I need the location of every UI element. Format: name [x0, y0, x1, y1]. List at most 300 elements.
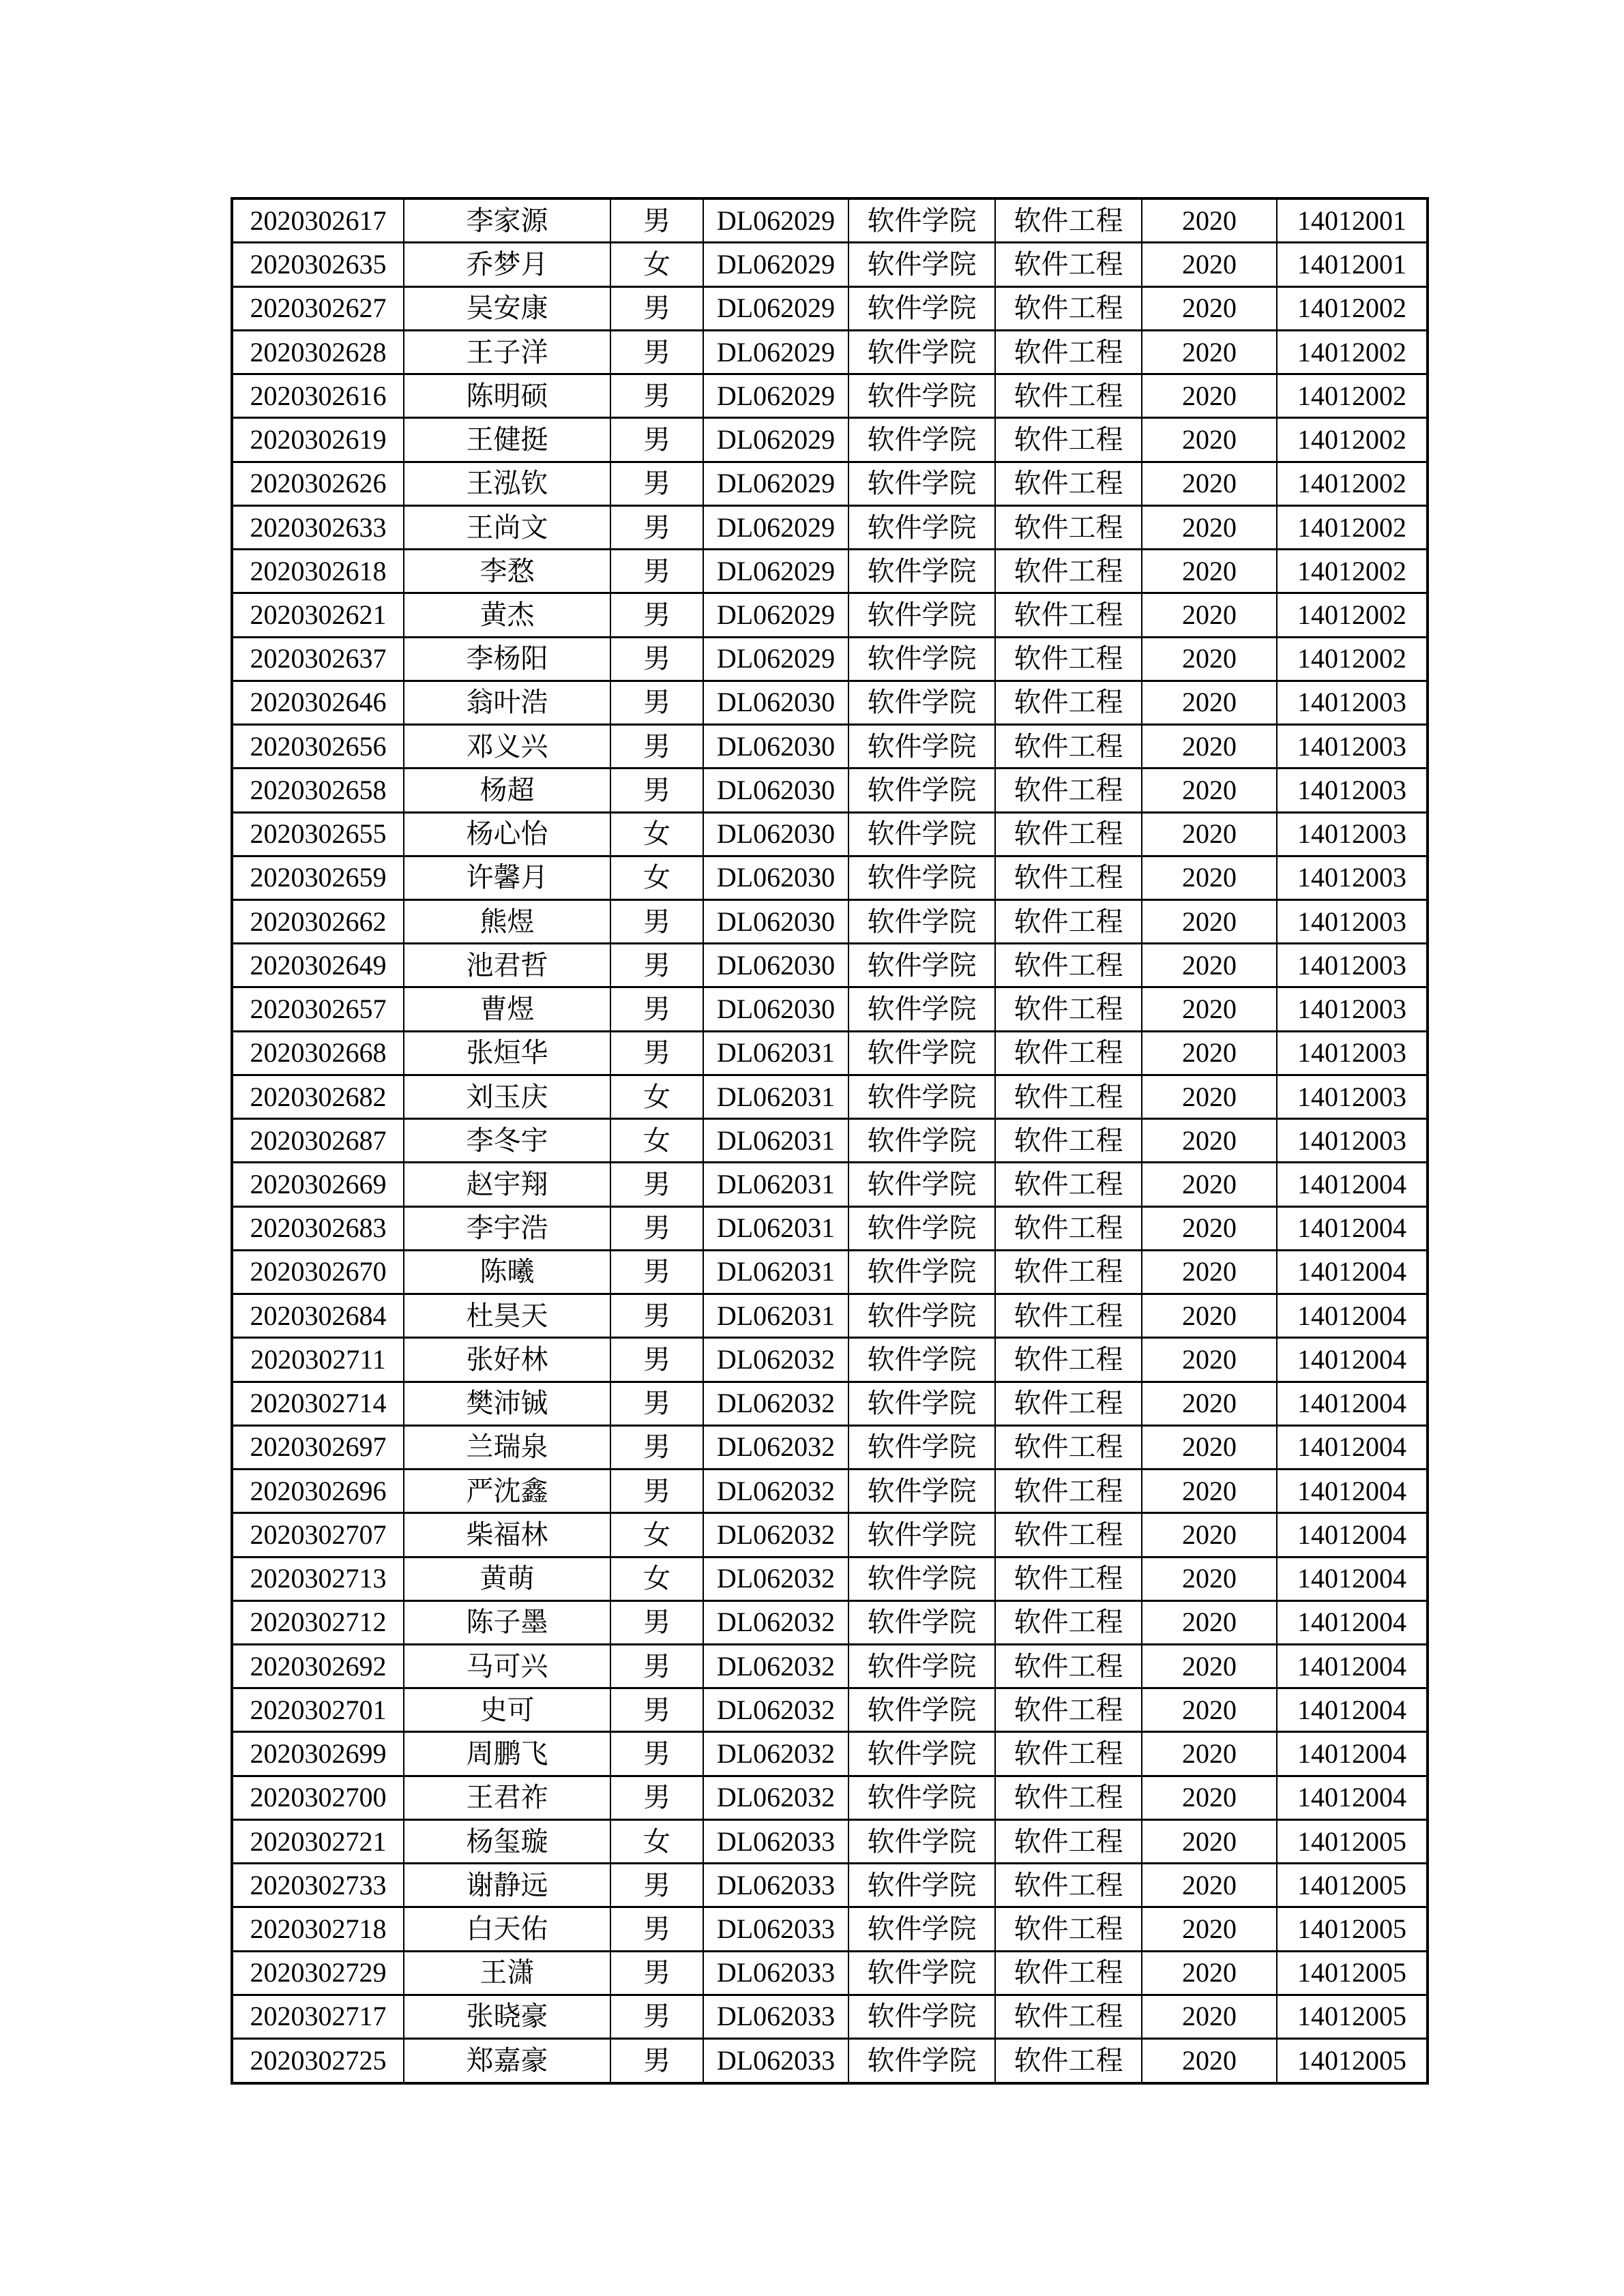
cell-gender: 女 — [610, 1557, 703, 1600]
cell-college: 软件学院 — [848, 681, 995, 724]
cell-class-code: DL062030 — [703, 812, 848, 856]
cell-major: 软件工程 — [995, 1864, 1142, 1907]
table-row — [232, 243, 1428, 286]
cell-major: 软件工程 — [995, 198, 1142, 243]
table-row — [232, 330, 1428, 374]
cell-gender: 男 — [610, 462, 703, 505]
cell-gender: 男 — [610, 987, 703, 1031]
cell-name: 翁叶浩 — [404, 681, 610, 724]
cell-class-code: DL062032 — [703, 1470, 848, 1513]
cell-gender: 男 — [610, 374, 703, 418]
table-row — [232, 1644, 1428, 1688]
cell-name: 黄萌 — [404, 1557, 610, 1600]
cell-college: 软件学院 — [848, 1206, 995, 1250]
table-row — [232, 286, 1428, 330]
cell-student-id: 2020302628 — [232, 330, 404, 374]
cell-year: 2020 — [1142, 1600, 1277, 1644]
cell-college: 软件学院 — [848, 1557, 995, 1600]
cell-class-code: DL062033 — [703, 1995, 848, 2038]
table-row — [232, 1031, 1428, 1075]
table-row — [232, 593, 1428, 637]
cell-room-code: 14012004 — [1277, 1732, 1428, 1776]
cell-college: 软件学院 — [848, 1732, 995, 1776]
cell-room-code: 14012004 — [1277, 1206, 1428, 1250]
cell-year: 2020 — [1142, 1338, 1277, 1382]
table-row — [232, 1951, 1428, 1995]
cell-student-id: 2020302626 — [232, 462, 404, 505]
cell-student-id: 2020302656 — [232, 725, 404, 769]
cell-major: 软件工程 — [995, 1119, 1142, 1163]
cell-student-id: 2020302712 — [232, 1600, 404, 1644]
cell-room-code: 14012004 — [1277, 1425, 1428, 1469]
cell-gender: 女 — [610, 1513, 703, 1557]
cell-student-id: 2020302627 — [232, 286, 404, 330]
cell-name: 乔梦月 — [404, 243, 610, 286]
cell-name: 吴安康 — [404, 286, 610, 330]
cell-class-code: DL062031 — [703, 1294, 848, 1338]
cell-college: 软件学院 — [848, 637, 995, 681]
cell-college: 软件学院 — [848, 1425, 995, 1469]
cell-major: 软件工程 — [995, 1425, 1142, 1469]
cell-student-id: 2020302668 — [232, 1031, 404, 1075]
cell-major: 软件工程 — [995, 1557, 1142, 1600]
cell-room-code: 14012004 — [1277, 1338, 1428, 1382]
cell-room-code: 14012004 — [1277, 1470, 1428, 1513]
cell-gender: 男 — [610, 1995, 703, 2038]
cell-gender: 女 — [610, 243, 703, 286]
cell-room-code: 14012002 — [1277, 286, 1428, 330]
cell-college: 软件学院 — [848, 1819, 995, 1863]
cell-room-code: 14012004 — [1277, 1644, 1428, 1688]
cell-gender: 男 — [610, 1470, 703, 1513]
cell-room-code: 14012004 — [1277, 1557, 1428, 1600]
cell-gender: 男 — [610, 1031, 703, 1075]
cell-major: 软件工程 — [995, 1819, 1142, 1863]
cell-student-id: 2020302713 — [232, 1557, 404, 1600]
table-row — [232, 1513, 1428, 1557]
cell-name: 王君祚 — [404, 1776, 610, 1819]
cell-year: 2020 — [1142, 550, 1277, 593]
cell-college: 软件学院 — [848, 900, 995, 944]
cell-student-id: 2020302700 — [232, 1776, 404, 1819]
cell-class-code: DL062030 — [703, 681, 848, 724]
cell-major: 软件工程 — [995, 900, 1142, 944]
cell-name: 李冬宇 — [404, 1119, 610, 1163]
cell-room-code: 14012002 — [1277, 462, 1428, 505]
cell-student-id: 2020302682 — [232, 1075, 404, 1118]
cell-gender: 男 — [610, 1294, 703, 1338]
cell-gender: 男 — [610, 1600, 703, 1644]
cell-gender: 男 — [610, 681, 703, 724]
cell-class-code: DL062031 — [703, 1119, 848, 1163]
cell-year: 2020 — [1142, 987, 1277, 1031]
cell-gender: 男 — [610, 505, 703, 549]
cell-college: 软件学院 — [848, 812, 995, 856]
cell-room-code: 14012004 — [1277, 1294, 1428, 1338]
cell-year: 2020 — [1142, 1951, 1277, 1995]
cell-major: 软件工程 — [995, 1206, 1142, 1250]
cell-room-code: 14012004 — [1277, 1688, 1428, 1732]
cell-class-code: DL062030 — [703, 987, 848, 1031]
cell-major: 软件工程 — [995, 1600, 1142, 1644]
cell-student-id: 2020302733 — [232, 1864, 404, 1907]
cell-class-code: DL062032 — [703, 1732, 848, 1776]
cell-room-code: 14012003 — [1277, 987, 1428, 1031]
cell-college: 软件学院 — [848, 987, 995, 1031]
table-row — [232, 637, 1428, 681]
cell-class-code: DL062032 — [703, 1425, 848, 1469]
cell-college: 软件学院 — [848, 243, 995, 286]
cell-college: 软件学院 — [848, 1907, 995, 1951]
cell-major: 软件工程 — [995, 1338, 1142, 1382]
cell-major: 软件工程 — [995, 637, 1142, 681]
cell-major: 软件工程 — [995, 812, 1142, 856]
cell-name: 樊沛铖 — [404, 1382, 610, 1425]
cell-name: 陈明硕 — [404, 374, 610, 418]
cell-room-code: 14012002 — [1277, 593, 1428, 637]
cell-class-code: DL062032 — [703, 1513, 848, 1557]
cell-gender: 男 — [610, 769, 703, 812]
cell-student-id: 2020302619 — [232, 418, 404, 462]
cell-class-code: DL062032 — [703, 1557, 848, 1600]
cell-room-code: 14012004 — [1277, 1250, 1428, 1294]
cell-college: 软件学院 — [848, 374, 995, 418]
cell-college: 软件学院 — [848, 1776, 995, 1819]
cell-college: 软件学院 — [848, 1600, 995, 1644]
cell-student-id: 2020302670 — [232, 1250, 404, 1294]
cell-year: 2020 — [1142, 1382, 1277, 1425]
cell-year: 2020 — [1142, 374, 1277, 418]
cell-major: 软件工程 — [995, 1250, 1142, 1294]
cell-class-code: DL062032 — [703, 1338, 848, 1382]
cell-major: 软件工程 — [995, 286, 1142, 330]
cell-class-code: DL062030 — [703, 900, 848, 944]
cell-gender: 男 — [610, 2039, 703, 2083]
cell-name: 陈曦 — [404, 1250, 610, 1294]
cell-major: 软件工程 — [995, 243, 1142, 286]
cell-college: 软件学院 — [848, 1644, 995, 1688]
cell-gender: 男 — [610, 725, 703, 769]
table-row — [232, 1995, 1428, 2038]
cell-student-id: 2020302646 — [232, 681, 404, 724]
cell-student-id: 2020302649 — [232, 944, 404, 987]
cell-name: 许馨月 — [404, 856, 610, 899]
cell-year: 2020 — [1142, 1470, 1277, 1513]
cell-student-id: 2020302658 — [232, 769, 404, 812]
cell-year: 2020 — [1142, 418, 1277, 462]
cell-student-id: 2020302699 — [232, 1732, 404, 1776]
cell-student-id: 2020302635 — [232, 243, 404, 286]
cell-room-code: 14012002 — [1277, 505, 1428, 549]
table-row — [232, 944, 1428, 987]
cell-student-id: 2020302616 — [232, 374, 404, 418]
cell-class-code: DL062029 — [703, 462, 848, 505]
table-row — [232, 505, 1428, 549]
table-row — [232, 1382, 1428, 1425]
cell-gender: 女 — [610, 1075, 703, 1118]
cell-year: 2020 — [1142, 1163, 1277, 1206]
cell-student-id: 2020302729 — [232, 1951, 404, 1995]
cell-student-id: 2020302701 — [232, 1688, 404, 1732]
cell-college: 软件学院 — [848, 1688, 995, 1732]
cell-student-id: 2020302721 — [232, 1819, 404, 1863]
cell-room-code: 14012005 — [1277, 1951, 1428, 1995]
cell-class-code: DL062030 — [703, 856, 848, 899]
cell-name: 熊煜 — [404, 900, 610, 944]
cell-major: 软件工程 — [995, 987, 1142, 1031]
cell-name: 王尚文 — [404, 505, 610, 549]
cell-year: 2020 — [1142, 812, 1277, 856]
cell-room-code: 14012003 — [1277, 900, 1428, 944]
cell-year: 2020 — [1142, 1250, 1277, 1294]
cell-gender: 男 — [610, 1338, 703, 1382]
cell-student-id: 2020302718 — [232, 1907, 404, 1951]
cell-major: 软件工程 — [995, 1031, 1142, 1075]
table-row — [232, 1819, 1428, 1863]
cell-gender: 男 — [610, 944, 703, 987]
cell-year: 2020 — [1142, 330, 1277, 374]
table-row — [232, 1075, 1428, 1118]
cell-room-code: 14012003 — [1277, 1075, 1428, 1118]
table-row — [232, 987, 1428, 1031]
cell-college: 软件学院 — [848, 769, 995, 812]
cell-room-code: 14012004 — [1277, 1513, 1428, 1557]
cell-college: 软件学院 — [848, 1995, 995, 2038]
cell-name: 周鹏飞 — [404, 1732, 610, 1776]
cell-room-code: 14012003 — [1277, 944, 1428, 987]
cell-year: 2020 — [1142, 1031, 1277, 1075]
cell-student-id: 2020302621 — [232, 593, 404, 637]
cell-major: 软件工程 — [995, 769, 1142, 812]
cell-gender: 男 — [610, 1425, 703, 1469]
cell-major: 软件工程 — [995, 856, 1142, 899]
cell-room-code: 14012005 — [1277, 1819, 1428, 1863]
cell-college: 软件学院 — [848, 1119, 995, 1163]
cell-major: 软件工程 — [995, 1294, 1142, 1338]
cell-class-code: DL062033 — [703, 1907, 848, 1951]
cell-year: 2020 — [1142, 856, 1277, 899]
cell-year: 2020 — [1142, 1776, 1277, 1819]
cell-college: 软件学院 — [848, 1075, 995, 1118]
cell-college: 软件学院 — [848, 1382, 995, 1425]
cell-student-id: 2020302659 — [232, 856, 404, 899]
table-row — [232, 418, 1428, 462]
cell-year: 2020 — [1142, 593, 1277, 637]
cell-name: 邓义兴 — [404, 725, 610, 769]
cell-student-id: 2020302714 — [232, 1382, 404, 1425]
cell-gender: 男 — [610, 1250, 703, 1294]
cell-name: 白天佑 — [404, 1907, 610, 1951]
table-row — [232, 2039, 1428, 2083]
cell-room-code: 14012004 — [1277, 1600, 1428, 1644]
cell-major: 软件工程 — [995, 1688, 1142, 1732]
table-row — [232, 1163, 1428, 1206]
cell-class-code: DL062033 — [703, 2039, 848, 2083]
cell-student-id: 2020302696 — [232, 1470, 404, 1513]
table-row — [232, 374, 1428, 418]
cell-name: 王泓钦 — [404, 462, 610, 505]
cell-class-code: DL062031 — [703, 1250, 848, 1294]
table-row — [232, 1688, 1428, 1732]
cell-class-code: DL062031 — [703, 1075, 848, 1118]
cell-room-code: 14012002 — [1277, 418, 1428, 462]
cell-gender: 男 — [610, 198, 703, 243]
cell-class-code: DL062033 — [703, 1819, 848, 1863]
cell-student-id: 2020302684 — [232, 1294, 404, 1338]
cell-student-id: 2020302669 — [232, 1163, 404, 1206]
cell-room-code: 14012002 — [1277, 374, 1428, 418]
cell-year: 2020 — [1142, 1075, 1277, 1118]
cell-gender: 女 — [610, 1819, 703, 1863]
cell-year: 2020 — [1142, 1206, 1277, 1250]
cell-name: 马可兴 — [404, 1644, 610, 1688]
cell-college: 软件学院 — [848, 462, 995, 505]
cell-major: 软件工程 — [995, 1382, 1142, 1425]
cell-major: 软件工程 — [995, 374, 1142, 418]
cell-year: 2020 — [1142, 1119, 1277, 1163]
cell-year: 2020 — [1142, 1907, 1277, 1951]
cell-name: 刘玉庆 — [404, 1075, 610, 1118]
table-row — [232, 1425, 1428, 1469]
cell-year: 2020 — [1142, 462, 1277, 505]
cell-name: 郑嘉豪 — [404, 2039, 610, 2083]
table-row — [232, 1250, 1428, 1294]
cell-class-code: DL062030 — [703, 725, 848, 769]
cell-year: 2020 — [1142, 1425, 1277, 1469]
cell-class-code: DL062033 — [703, 1864, 848, 1907]
cell-college: 软件学院 — [848, 944, 995, 987]
cell-student-id: 2020302687 — [232, 1119, 404, 1163]
cell-gender: 女 — [610, 812, 703, 856]
table-row — [232, 1864, 1428, 1907]
cell-college: 软件学院 — [848, 330, 995, 374]
cell-room-code: 14012005 — [1277, 2039, 1428, 2083]
cell-room-code: 14012003 — [1277, 769, 1428, 812]
cell-major: 软件工程 — [995, 944, 1142, 987]
cell-major: 软件工程 — [995, 1732, 1142, 1776]
table-row — [232, 1338, 1428, 1382]
cell-year: 2020 — [1142, 1688, 1277, 1732]
cell-class-code: DL062029 — [703, 330, 848, 374]
cell-class-code: DL062032 — [703, 1644, 848, 1688]
cell-student-id: 2020302657 — [232, 987, 404, 1031]
cell-gender: 男 — [610, 286, 703, 330]
cell-gender: 男 — [610, 593, 703, 637]
cell-college: 软件学院 — [848, 1513, 995, 1557]
cell-name: 张好林 — [404, 1338, 610, 1382]
cell-gender: 男 — [610, 1907, 703, 1951]
cell-year: 2020 — [1142, 505, 1277, 549]
table-row — [232, 1206, 1428, 1250]
table-row — [232, 462, 1428, 505]
cell-gender: 男 — [610, 418, 703, 462]
cell-year: 2020 — [1142, 900, 1277, 944]
cell-college: 软件学院 — [848, 1294, 995, 1338]
cell-year: 2020 — [1142, 681, 1277, 724]
cell-class-code: DL062032 — [703, 1382, 848, 1425]
cell-name: 李家源 — [404, 198, 610, 243]
cell-name: 李愗 — [404, 550, 610, 593]
cell-student-id: 2020302711 — [232, 1338, 404, 1382]
cell-class-code: DL062029 — [703, 550, 848, 593]
cell-gender: 男 — [610, 637, 703, 681]
cell-room-code: 14012003 — [1277, 1031, 1428, 1075]
cell-college: 软件学院 — [848, 1864, 995, 1907]
cell-gender: 女 — [610, 856, 703, 899]
cell-class-code: DL062032 — [703, 1600, 848, 1644]
cell-student-id: 2020302662 — [232, 900, 404, 944]
cell-college: 软件学院 — [848, 1338, 995, 1382]
table-row — [232, 1600, 1428, 1644]
cell-year: 2020 — [1142, 2039, 1277, 2083]
cell-class-code: DL062029 — [703, 637, 848, 681]
table-row — [232, 681, 1428, 724]
table-row — [232, 812, 1428, 856]
cell-name: 陈子墨 — [404, 1600, 610, 1644]
cell-college: 软件学院 — [848, 550, 995, 593]
cell-class-code: DL062029 — [703, 593, 848, 637]
cell-year: 2020 — [1142, 1294, 1277, 1338]
cell-student-id: 2020302725 — [232, 2039, 404, 2083]
cell-year: 2020 — [1142, 1864, 1277, 1907]
cell-major: 软件工程 — [995, 1644, 1142, 1688]
cell-major: 软件工程 — [995, 593, 1142, 637]
cell-gender: 男 — [610, 330, 703, 374]
cell-name: 柴福林 — [404, 1513, 610, 1557]
cell-class-code: DL062029 — [703, 286, 848, 330]
cell-gender: 男 — [610, 1864, 703, 1907]
cell-student-id: 2020302717 — [232, 1995, 404, 2038]
cell-year: 2020 — [1142, 944, 1277, 987]
table-row — [232, 1776, 1428, 1819]
cell-student-id: 2020302655 — [232, 812, 404, 856]
table-row — [232, 1119, 1428, 1163]
cell-room-code: 14012003 — [1277, 681, 1428, 724]
cell-class-code: DL062030 — [703, 944, 848, 987]
cell-room-code: 14012002 — [1277, 550, 1428, 593]
cell-year: 2020 — [1142, 1644, 1277, 1688]
cell-gender: 男 — [610, 1163, 703, 1206]
cell-college: 软件学院 — [848, 1250, 995, 1294]
cell-college: 软件学院 — [848, 725, 995, 769]
cell-college: 软件学院 — [848, 1031, 995, 1075]
roster-body — [232, 198, 1428, 2083]
table-row — [232, 725, 1428, 769]
cell-name: 杨心怡 — [404, 812, 610, 856]
table-row — [232, 1557, 1428, 1600]
table-row — [232, 1732, 1428, 1776]
cell-major: 软件工程 — [995, 550, 1142, 593]
table-row — [232, 856, 1428, 899]
cell-class-code: DL062030 — [703, 769, 848, 812]
cell-name: 黄杰 — [404, 593, 610, 637]
cell-major: 软件工程 — [995, 1776, 1142, 1819]
cell-gender: 男 — [610, 1206, 703, 1250]
cell-college: 软件学院 — [848, 856, 995, 899]
cell-student-id: 2020302692 — [232, 1644, 404, 1688]
cell-room-code: 14012004 — [1277, 1776, 1428, 1819]
cell-gender: 男 — [610, 1644, 703, 1688]
cell-major: 软件工程 — [995, 462, 1142, 505]
cell-name: 王子洋 — [404, 330, 610, 374]
cell-room-code: 14012004 — [1277, 1382, 1428, 1425]
table-row — [232, 198, 1428, 243]
cell-major: 软件工程 — [995, 725, 1142, 769]
cell-student-id: 2020302707 — [232, 1513, 404, 1557]
cell-name: 李杨阳 — [404, 637, 610, 681]
cell-room-code: 14012004 — [1277, 1163, 1428, 1206]
cell-major: 软件工程 — [995, 505, 1142, 549]
